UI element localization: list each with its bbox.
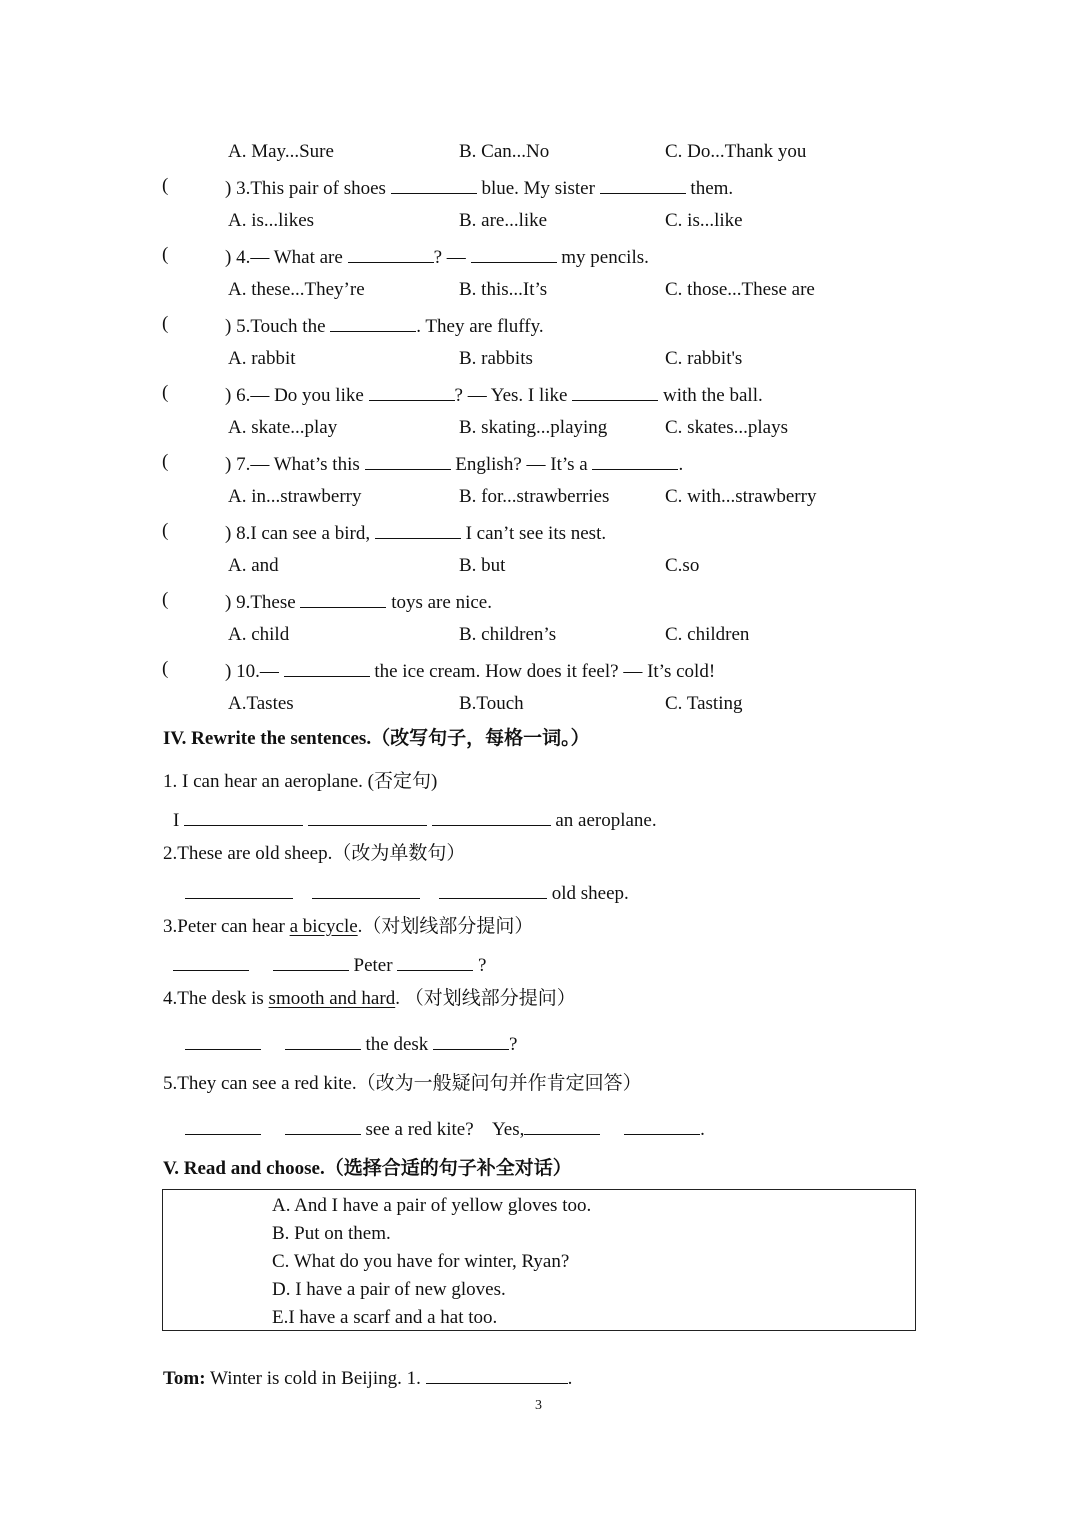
blank[interactable] (185, 1117, 261, 1135)
option-c: C. rabbit's (665, 348, 743, 369)
rewrite-prompt-5: 5.They can see a red kite.（改为一般疑问句并作肯定回答） (163, 1073, 642, 1094)
blank[interactable] (369, 383, 455, 401)
dialog-line-1: Tom: Winter is cold in Beijing. 1. . (163, 1368, 573, 1389)
rewrite-answer-2: old sheep. (185, 881, 629, 903)
option-c: C. skates...plays (665, 417, 788, 438)
choice-e: E.I have a scarf and a hat too. (272, 1307, 498, 1328)
blank[interactable] (624, 1117, 700, 1135)
page-number: 3 (535, 1398, 542, 1413)
blank[interactable] (433, 1032, 509, 1050)
option-b: B. but (459, 555, 506, 576)
blank[interactable] (391, 176, 477, 194)
option-c: C. is...like (665, 210, 743, 231)
rewrite-answer-5: see a red kite? Yes, . (185, 1117, 705, 1139)
option-b: B. rabbits (459, 348, 533, 369)
option-a: A. May...Sure (228, 141, 334, 162)
blank[interactable] (300, 590, 386, 608)
option-a: A. child (228, 624, 290, 645)
section-v-heading: V. Read and choose.（选择合适的句子补全对话） (163, 1158, 572, 1179)
blank[interactable] (365, 452, 451, 470)
blank[interactable] (572, 383, 658, 401)
rewrite-prompt-2: 2.These are old sheep.（改为单数句） (163, 843, 466, 864)
blank[interactable] (285, 1117, 361, 1135)
question-6: ) 6.— Do you like ? — Yes. I like with the ball. (225, 385, 763, 406)
blank[interactable] (330, 314, 416, 332)
option-c: C. those...These are (665, 279, 815, 300)
option-a: A. skate...play (228, 417, 338, 438)
blank[interactable] (284, 659, 370, 677)
question-7: ) 7.— What’s this English? — It’s a . (225, 454, 684, 475)
rewrite-answer-4: the desk ? (185, 1032, 517, 1054)
option-a: A. in...strawberry (228, 486, 362, 507)
question-3: ) 3.This pair of shoes blue. My sister them. (225, 178, 734, 199)
question-10: ) 10.— the ice cream. How does it feel? — It’s cold! (225, 661, 716, 682)
blank[interactable] (185, 1032, 261, 1050)
answer-paren: ( (162, 451, 169, 472)
rewrite-prompt-1: 1. I can hear an aeroplane. (否定句) (163, 771, 438, 792)
option-c: C. with...strawberry (665, 486, 817, 507)
choice-a: A. And I have a pair of yellow gloves too. (272, 1195, 592, 1216)
option-c: C.so (665, 555, 700, 576)
blank[interactable] (375, 521, 461, 539)
blank[interactable] (600, 176, 686, 194)
blank[interactable] (426, 1366, 568, 1384)
blank[interactable] (173, 953, 249, 971)
blank[interactable] (312, 881, 420, 899)
choices-box (162, 1189, 916, 1331)
blank[interactable] (471, 245, 557, 263)
option-a: A.Tastes (228, 693, 294, 714)
option-a: A. is...likes (228, 210, 315, 231)
answer-paren: ( (162, 520, 169, 541)
answer-paren: ( (162, 658, 169, 679)
option-c: C. Do...Thank you (665, 141, 807, 162)
blank[interactable] (273, 953, 349, 971)
option-b: B. for...strawberries (459, 486, 610, 507)
answer-paren: ( (162, 244, 169, 265)
blank[interactable] (432, 808, 551, 826)
answer-paren: ( (162, 313, 169, 334)
blank[interactable] (524, 1117, 600, 1135)
blank[interactable] (592, 452, 678, 470)
option-b: B. this...It’s (459, 279, 548, 300)
rewrite-prompt-4: 4.The desk is smooth and hard. （对划线部分提问） (163, 988, 576, 1009)
question-4: ) 4.— What are ? — my pencils. (225, 247, 649, 268)
blank[interactable] (285, 1032, 361, 1050)
rewrite-answer-1: I an aeroplane. (173, 810, 657, 831)
blank[interactable] (348, 245, 434, 263)
option-b: B. Can...No (459, 141, 550, 162)
option-b: B. are...like (459, 210, 548, 231)
option-c: C. Tasting (665, 693, 743, 714)
choice-b: B. Put on them. (272, 1223, 391, 1244)
option-c: C. children (665, 624, 750, 645)
option-a: A. these...They’re (228, 279, 365, 300)
choice-d: D. I have a pair of new gloves. (272, 1279, 506, 1300)
blank[interactable] (308, 808, 427, 826)
blank[interactable] (397, 953, 473, 971)
option-b: B. skating...playing (459, 417, 608, 438)
option-a: A. and (228, 555, 279, 576)
choice-c: C. What do you have for winter, Ryan? (272, 1251, 570, 1272)
rewrite-prompt-3: 3.Peter can hear a bicycle.（对划线部分提问） (163, 916, 534, 937)
option-b: B.Touch (459, 693, 524, 714)
blank[interactable] (184, 808, 303, 826)
question-5: ) 5.Touch the . They are fluffy. (225, 316, 544, 337)
answer-paren: ( (162, 175, 169, 196)
blank[interactable] (185, 881, 293, 899)
section-iv-heading: IV. Rewrite the sentences.（改写句子，每格一词。） (163, 728, 590, 749)
question-8: ) 8.I can see a bird, I can’t see its nest. (225, 523, 607, 544)
rewrite-answer-3: Peter ? (173, 953, 486, 975)
option-b: B. children’s (459, 624, 557, 645)
answer-paren: ( (162, 589, 169, 610)
option-a: A. rabbit (228, 348, 296, 369)
question-9: ) 9.These toys are nice. (225, 592, 492, 613)
answer-paren: ( (162, 382, 169, 403)
blank[interactable] (439, 881, 547, 899)
